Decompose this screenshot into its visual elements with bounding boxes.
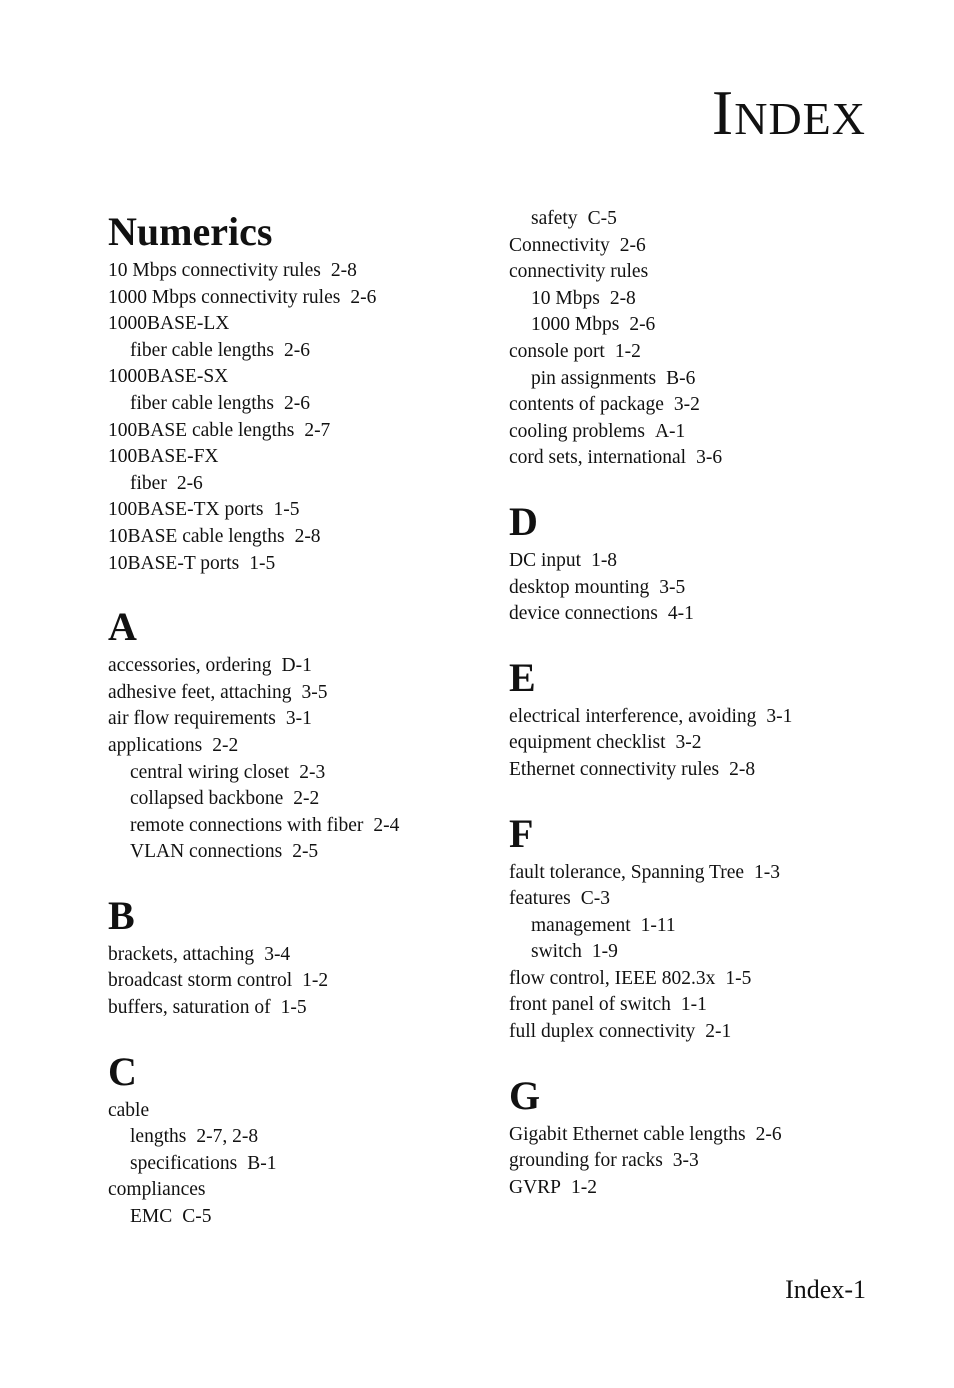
index-term: full duplex connectivity (509, 1021, 696, 1043)
section-heading-numerics: Numerics (108, 209, 273, 254)
section-heading-a: A (108, 604, 137, 650)
index-term: connectivity rules (509, 261, 649, 283)
index-term: cooling problems (509, 420, 645, 442)
index-term: applications (108, 734, 203, 756)
index-page-ref: 2-2 (212, 734, 239, 756)
index-subentry (108, 338, 508, 365)
index-term: Ethernet connectivity rules (509, 758, 720, 780)
index-page-ref: 1-2 (302, 970, 329, 992)
index-page-ref: 1-2 (571, 1176, 598, 1198)
index-term: accessories, ordering (108, 655, 272, 677)
index-page-ref: C-5 (587, 208, 617, 229)
index-term: VLAN connections (130, 841, 283, 863)
index-subentry (108, 391, 508, 418)
index-page-ref: 3-1 (285, 708, 312, 730)
index-term: electrical interference, avoiding (509, 705, 757, 727)
index-entry (108, 1177, 508, 1204)
index-entry (509, 419, 909, 446)
index-term: 1000BASE-SX (108, 366, 229, 388)
index-subentry (509, 913, 909, 940)
index-page-ref: 2-6 (619, 234, 646, 256)
index-page-ref: 2-4 (373, 814, 400, 836)
index-term: 100BASE cable lengths (108, 419, 295, 441)
index-term: remote connections with fiber (130, 814, 364, 836)
index-entry (509, 1175, 909, 1202)
index-page-ref: 3-5 (301, 681, 328, 703)
index-entry (509, 704, 909, 731)
index-entry (509, 233, 909, 260)
index-column-right (509, 206, 909, 1201)
index-page-ref: 1-11 (640, 914, 676, 936)
section-heading-g: G (509, 1072, 541, 1118)
index-entry (108, 653, 508, 680)
index-page-ref: 3-4 (264, 943, 291, 965)
index-page-ref: 1-5 (725, 967, 752, 989)
index-entry (108, 497, 508, 524)
index-entry (509, 392, 909, 419)
index-page-ref: 2-1 (705, 1021, 732, 1043)
index-entry (108, 1098, 508, 1125)
index-entry (108, 311, 508, 338)
index-entry (108, 942, 508, 969)
index-term: 100BASE-TX ports (108, 499, 264, 521)
index-page-ref: 2-7 (304, 419, 331, 441)
index-term: broadcast storm control (108, 970, 293, 992)
index-entry (108, 418, 508, 445)
section-heading-f: F (509, 810, 534, 856)
index-entry (509, 1122, 909, 1149)
index-term: specifications (130, 1152, 238, 1174)
index-entry (509, 1148, 909, 1175)
index-term: fiber (130, 472, 167, 494)
index-page-ref: 2-8 (294, 525, 321, 547)
page-title-rest: NDEX (734, 93, 866, 144)
index-subentry (108, 760, 508, 787)
index-term: 1000 Mbps (531, 314, 620, 336)
index-subentry (509, 312, 909, 339)
index-page-ref: 1-2 (614, 340, 641, 362)
index-entry (509, 601, 909, 628)
index-entry (509, 966, 909, 993)
index-term: fault tolerance, Spanning Tree (509, 861, 745, 883)
index-subentry (108, 1204, 508, 1231)
index-term: pin assignments (531, 367, 657, 389)
index-page-ref: 1-5 (249, 552, 276, 574)
index-subentry (108, 1124, 508, 1151)
section-heading-d: D (509, 498, 538, 544)
index-page-ref: 2-7, 2-8 (196, 1126, 259, 1148)
index-term: safety (531, 208, 578, 229)
index-term: 10 Mbps connectivity rules (108, 260, 321, 281)
index-term: collapsed backbone (130, 788, 284, 810)
index-entry (108, 444, 508, 471)
index-page-ref: 2-8 (330, 260, 357, 281)
index-page-ref: 3-3 (672, 1150, 699, 1172)
index-term: device connections (509, 603, 658, 625)
page-footer: Index-1 (785, 1275, 866, 1304)
index-page-ref: 2-2 (293, 788, 320, 810)
index-page-ref: D-1 (281, 655, 312, 677)
index-entry (509, 757, 909, 784)
index-subentry (108, 786, 508, 813)
index-page-ref: 2-3 (299, 761, 326, 783)
index-page-ref: 2-6 (629, 314, 656, 336)
index-entry (509, 339, 909, 366)
index-term: features (509, 888, 571, 910)
index-page-ref: 1-8 (591, 549, 618, 571)
index-subentry (108, 813, 508, 840)
index-page-ref: B-1 (247, 1152, 277, 1174)
index-entry (108, 285, 508, 312)
index-term: fiber cable lengths (130, 339, 275, 361)
index-term: 10 Mbps (531, 287, 600, 309)
index-term: adhesive feet, attaching (108, 681, 292, 703)
index-entry (509, 1019, 909, 1046)
index-term: 10BASE-T ports (108, 552, 240, 574)
index-subentry (509, 366, 909, 393)
section-heading-b: B (108, 892, 135, 938)
index-entry (509, 860, 909, 887)
index-page-ref: 2-6 (284, 392, 311, 414)
index-entry (108, 733, 508, 760)
index-page-ref: 3-2 (675, 732, 702, 754)
index-page-ref: 1-5 (273, 499, 300, 521)
index-term: cable (108, 1099, 150, 1121)
index-entry (108, 551, 508, 578)
index-term: 1000BASE-LX (108, 313, 230, 335)
index-page-ref: 1-1 (680, 994, 707, 1016)
page-title-initial: I (711, 77, 735, 148)
index-term: front panel of switch (509, 994, 671, 1016)
index-entry (108, 680, 508, 707)
page-title (712, 78, 866, 154)
index-page-ref: C-3 (580, 888, 610, 910)
index-entry (108, 968, 508, 995)
index-term: lengths (130, 1126, 187, 1148)
index-entry (509, 259, 909, 286)
index-subentry (108, 839, 508, 866)
index-entry (509, 548, 909, 575)
index-term: management (531, 914, 631, 936)
section-heading-e: E (509, 654, 536, 700)
index-page-ref: 2-8 (609, 287, 636, 309)
index-term: compliances (108, 1179, 206, 1201)
index-term: Gigabit Ethernet cable lengths (509, 1123, 746, 1145)
index-entry (509, 445, 909, 472)
index-term: central wiring closet (130, 761, 290, 783)
index-page-ref: 2-8 (729, 758, 756, 780)
index-term: Connectivity (509, 234, 610, 256)
index-term: DC input (509, 549, 582, 571)
index-entry (509, 575, 909, 602)
index-entry (108, 524, 508, 551)
index-subentry (509, 206, 909, 233)
index-term: cord sets, international (509, 447, 687, 469)
index-page-ref: 3-5 (659, 576, 686, 598)
index-subentry (509, 286, 909, 313)
index-term: GVRP (509, 1176, 562, 1198)
index-page-ref: 4-1 (667, 603, 694, 625)
index-page-ref: 1-9 (591, 941, 618, 963)
index-entry (108, 995, 508, 1022)
index-term: 10BASE cable lengths (108, 525, 285, 547)
index-page-ref: 1-3 (754, 861, 781, 883)
index-entry (108, 364, 508, 391)
index-term: flow control, IEEE 802.3x (509, 967, 716, 989)
index-page-ref: 2-6 (755, 1123, 782, 1145)
index-page-ref: 2-6 (284, 339, 311, 361)
index-subentry (108, 1151, 508, 1178)
section-heading-c: C (108, 1048, 137, 1094)
index-term: contents of package (509, 394, 664, 416)
index-entry (108, 706, 508, 733)
index-column-left (108, 206, 508, 1231)
index-page-ref: 2-6 (350, 286, 377, 308)
index-entry (509, 886, 909, 913)
index-subentry (509, 939, 909, 966)
index-term: equipment checklist (509, 732, 666, 754)
index-page-ref: 2-5 (292, 841, 319, 863)
index-term: 100BASE-FX (108, 446, 219, 468)
index-page-ref: 3-1 (766, 705, 793, 727)
index-term: desktop mounting (509, 576, 650, 598)
index-page-ref: 2-6 (176, 472, 203, 494)
index-subentry (108, 471, 508, 498)
index-page-ref: 3-2 (673, 394, 700, 416)
index-entry (509, 992, 909, 1019)
index-term: buffers, saturation of (108, 997, 271, 1019)
index-term: brackets, attaching (108, 943, 255, 965)
index-page-ref: C-5 (182, 1206, 212, 1228)
index-page-ref: B-6 (666, 367, 696, 389)
index-term: EMC (130, 1206, 173, 1228)
index-page-ref: 1-5 (280, 997, 307, 1019)
index-term: switch (531, 941, 582, 963)
index-page-ref: 3-6 (696, 447, 723, 469)
index-term: grounding for racks (509, 1150, 663, 1172)
index-entry (509, 730, 909, 757)
index-term: 1000 Mbps connectivity rules (108, 286, 341, 308)
index-term: air flow requirements (108, 708, 276, 730)
index-term: console port (509, 340, 605, 362)
index-entry (108, 258, 508, 285)
index-page-ref: A-1 (654, 420, 686, 442)
index-term: fiber cable lengths (130, 392, 275, 414)
